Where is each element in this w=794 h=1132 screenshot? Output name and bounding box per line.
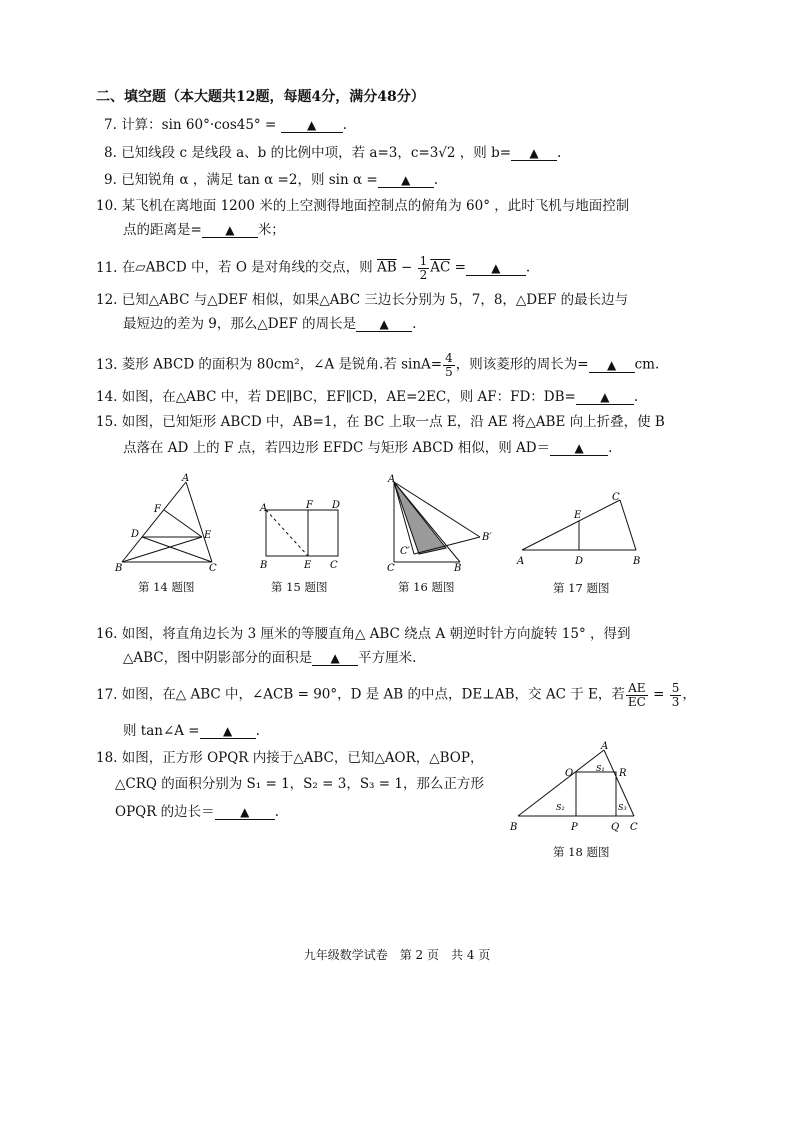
figure-14 (112, 472, 218, 572)
label-s2: S₂ (556, 803, 565, 812)
label-b-prime: B′ (482, 532, 492, 543)
question-10: 10. 某飞机在离地面 1200 米的上空测得地面控制点的俯角为 60° ，此时飞机与地面控制 (96, 198, 630, 214)
caption-fig14: 第 14 题图 (138, 580, 195, 594)
answer-blank[interactable]: ▲ (576, 390, 634, 405)
fraction-half: $\frac{1}{2}$ (419, 254, 428, 282)
question-13: 13. 菱形 ABCD 的面积为 80cm²，∠A 是锐角.若 sinA= $\frac{4}{5}$ ，则该菱形的周长为= ▲ cm. (96, 351, 660, 379)
segment-be (122, 537, 202, 562)
question-15: 15. 如图，已知矩形 ABCD 中，AB=1，在 BC 上取一点 E，沿 AE 将△ABE 向上折叠，使 B (96, 414, 665, 430)
caption-fig17: 第 17 题图 (553, 581, 610, 595)
square-opqr (576, 772, 616, 816)
question-8: 8. 已知线段 c 是线段 a、b 的比例中项，若 a=3，c=3√2 ，则 b= ▲ . (104, 145, 562, 161)
question-number: 10. (96, 198, 118, 214)
section-title: 二、填空题（本大题共12题，每题4分，满分48分） (96, 89, 425, 105)
question-17-cont: 则 tan∠A = ▲ . (123, 723, 260, 739)
label-a: A (388, 474, 396, 485)
answer-blank[interactable]: ▲ (202, 223, 258, 238)
label-d: D (332, 500, 341, 511)
question-number: 8. (104, 145, 117, 161)
answer-blank[interactable]: ▲ (215, 805, 275, 820)
question-number: 7. (104, 117, 117, 133)
fold-line-ae (266, 510, 308, 556)
fraction-ae-ec: $\frac{AE}{EC}$ (627, 681, 646, 709)
side-cb (620, 500, 636, 550)
figure-18 (506, 740, 646, 836)
answer-blank[interactable]: ▲ (550, 441, 608, 456)
figure-16 (384, 472, 496, 572)
label-b: B (510, 822, 518, 833)
label-c: C (630, 822, 638, 833)
label-a: A (260, 503, 268, 514)
question-12: 12. 已知△ABC 与△DEF 相似，如果△ABC 三边长分别为 5，7，8，△DEF 的最长边与 (96, 292, 629, 308)
answer-blank[interactable]: ▲ (589, 358, 635, 373)
label-c: C (330, 560, 338, 571)
label-c: C (387, 563, 395, 572)
question-number: 9. (104, 172, 117, 188)
question-16: 16. 如图，将直角边长为 3 厘米的等腰直角△ ABC 绕点 A 朝逆时针方向旋转 15° ，得到 (96, 626, 631, 642)
label-s1: S₁ (596, 764, 605, 773)
label-e: E (204, 530, 212, 541)
answer-blank[interactable]: ▲ (200, 724, 256, 739)
label-b: B (454, 563, 462, 572)
page-footer: 九年级数学试卷 第 2 页 共 4 页 (303, 948, 491, 962)
side-ac (186, 482, 212, 562)
label-f: F (154, 504, 161, 515)
answer-blank[interactable]: ▲ (281, 118, 343, 133)
fraction: $\frac{4}{5}$ (445, 351, 453, 379)
question-number: 15. (96, 414, 118, 430)
side-ac (522, 500, 620, 550)
fraction-5-3: $\frac{5}{3}$ (671, 681, 680, 709)
question-number: 14. (96, 389, 118, 405)
label-d: D (131, 529, 140, 540)
answer-blank[interactable]: ▲ (466, 261, 526, 276)
answer-blank[interactable]: ▲ (312, 651, 358, 666)
question-18: 18. 如图，正方形 OPQR 内接于△ABC，已知△AOR，△BOP， (96, 750, 484, 766)
caption-fig18: 第 18 题图 (553, 845, 610, 859)
question-number: 17. (96, 686, 118, 703)
label-c: C (612, 492, 620, 503)
label-e: E (574, 510, 582, 521)
label-r: R (619, 768, 627, 779)
side-ab (122, 482, 186, 562)
question-11: 11. 在▱ABCD 中，若 O 是对角线的交点，则 $\overline{AB}$ − $\frac{1}{2}$ $\overline{AC}$ = ▲ . (96, 254, 531, 282)
label-c: C (209, 563, 217, 572)
rect-abcd (266, 510, 338, 556)
question-7: 7. 计算：sin 60°·cos45° = ▲ . (104, 117, 347, 133)
label-b: B (260, 560, 268, 571)
question-18-cont2: OPQR 的边长＝ ▲ . (115, 804, 279, 820)
question-9: 9. 已知锐角 α ，满足 tan α =2，则 sin α = ▲ . (104, 172, 438, 188)
answer-blank[interactable]: ▲ (378, 173, 434, 188)
question-number: 16. (96, 626, 118, 642)
label-c-prime: C′ (400, 546, 410, 557)
caption-fig16: 第 16 题图 (398, 580, 455, 594)
label-o: O (565, 768, 574, 779)
label-q: Q (611, 822, 620, 833)
question-16-cont: △ABC，图中阴影部分的面积是 ▲ 平方厘米. (123, 650, 417, 666)
caption-fig15: 第 15 题图 (271, 580, 328, 594)
answer-blank[interactable]: ▲ (356, 317, 412, 332)
label-b: B (633, 556, 641, 567)
question-number: 18. (96, 750, 118, 766)
question-18-cont: △CRQ 的面积分别为 S₁ = 1，S₂ = 3，S₃ = 1，那么正方形 (115, 776, 484, 792)
label-f: F (306, 500, 313, 511)
shaded-region (394, 482, 446, 554)
question-10-cont: 点的距离是= ▲ 米； (123, 222, 285, 238)
question-number: 13. (96, 356, 118, 373)
question-17: 17. 如图，在△ ABC 中，∠ACB = 90°，D 是 AB 的中点，DE⊥AB，交 AC 于 E，若 $\frac{AE}{EC}$ = $\frac{5}{3}$ ， (96, 681, 696, 709)
figure-15 (256, 500, 350, 572)
question-number: 11. (96, 259, 118, 276)
label-a: A (601, 741, 609, 752)
question-15-cont: 点落在 AD 上的 F 点，若四边形 EFDC 与矩形 ABCD 相似，则 AD＝ ▲ . (123, 440, 613, 456)
label-a: A (517, 556, 525, 567)
label-d: D (575, 556, 584, 567)
question-number: 12. (96, 292, 118, 308)
answer-blank[interactable]: ▲ (511, 146, 557, 161)
segment-dc (142, 537, 212, 562)
label-e: E (304, 560, 312, 571)
question-12-cont: 最短边的差为 9，那么△DEF 的周长是 ▲ . (123, 316, 417, 332)
label-p: P (571, 822, 578, 833)
figure-17 (512, 488, 652, 570)
question-14: 14. 如图，在△ABC 中，若 DE∥BC，EF∥CD，AE=2EC，则 AF：FD：DB= ▲ . (96, 389, 639, 405)
label-a: A (182, 473, 190, 484)
label-b: B (115, 563, 123, 572)
label-s3: S₃ (618, 803, 627, 812)
